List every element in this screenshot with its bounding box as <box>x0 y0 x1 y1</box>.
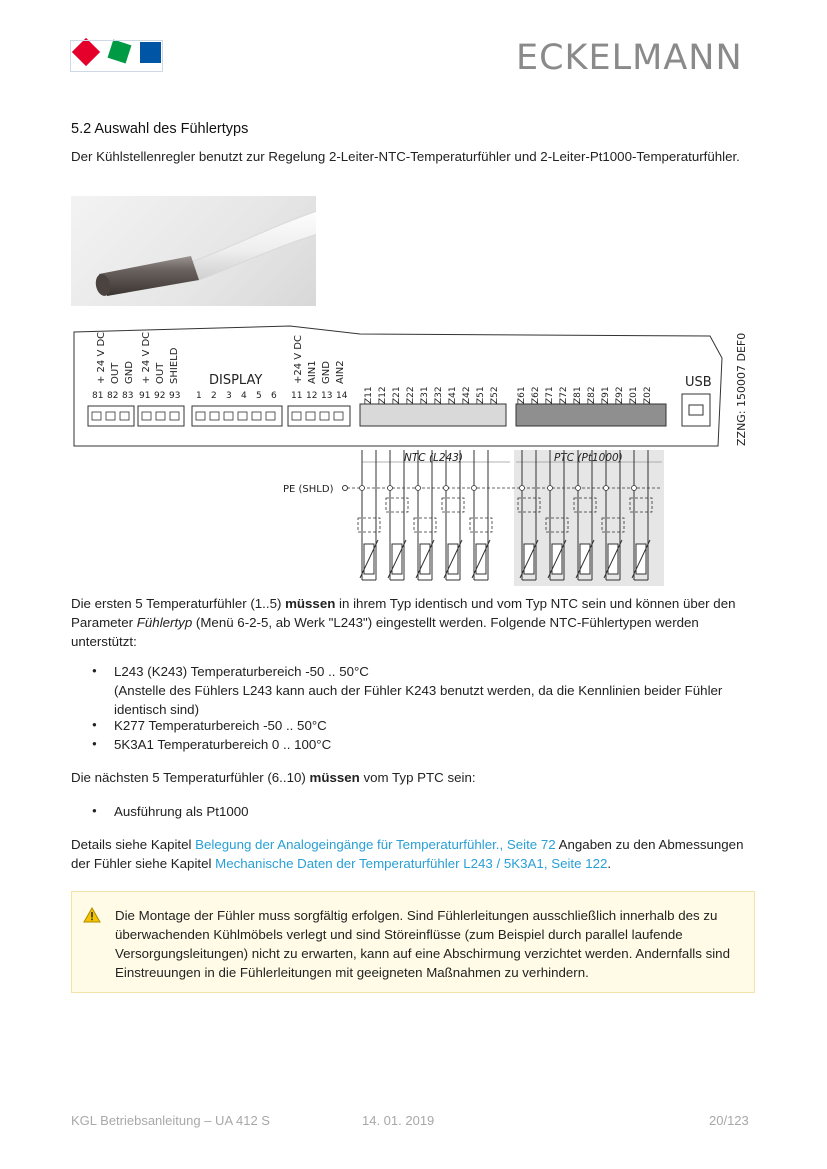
terminal-82: 82 <box>107 391 119 401</box>
label-usb: USB <box>685 375 712 390</box>
bullet-icon: ● <box>92 806 97 815</box>
brand-name: ECKELMANN <box>516 38 743 78</box>
list-item: L243 (K243) Temperaturbereich -50 .. 50°C <box>114 664 369 679</box>
label-gnd-1: GND <box>124 361 135 384</box>
label-24vdc-1: + 24 V DC <box>96 331 107 384</box>
terminal-91: 91 <box>139 391 151 401</box>
terminal-z71: Z71 <box>545 386 555 404</box>
terminal-93: 93 <box>169 391 181 401</box>
terminal-z41: Z41 <box>448 386 458 404</box>
warning-box <box>71 891 755 993</box>
label-ptc: PTC (Pt1000) <box>554 452 623 464</box>
terminal-83: 83 <box>122 391 134 401</box>
bullet-icon: ● <box>92 666 97 675</box>
ntc-paragraph-text-2: in ihrem Typ identisch und vom Typ NTC sein und können über den Parameter <box>71 596 736 630</box>
label-ntc: NTC (L243) <box>404 452 464 464</box>
ntc-paragraph-emphasis: müssen <box>285 596 336 611</box>
terminal-d6: 6 <box>271 391 277 401</box>
terminal-d1: 1 <box>196 391 202 401</box>
warning-icon <box>83 907 101 923</box>
footer-page: 20/123 <box>709 1113 749 1128</box>
details-paragraph <box>71 835 761 873</box>
terminal-11: 11 <box>291 391 303 401</box>
terminal-d3: 3 <box>226 391 232 401</box>
link-mechanical-data[interactable]: Mechanische Daten der Temperaturfühler L243 / 5K3A1, Seite 122 <box>215 856 608 871</box>
ntc-paragraph-text-3: (Menü 6-2-5, ab Werk "L243") eingestellt werden. Folgende NTC-Fühlertypen werden unterstützt: <box>71 615 699 649</box>
terminal-z01: Z01 <box>629 386 639 404</box>
terminal-d4: 4 <box>241 391 247 401</box>
terminal-z62: Z62 <box>531 386 541 404</box>
section-title: 5.2 Auswahl des Fühlertyps <box>71 121 249 137</box>
parameter-name: Fühlertyp <box>136 615 193 630</box>
details-text-2: Angaben zu den Abmessungen der Fühler siehe Kapitel <box>71 837 744 871</box>
list-item: Ausführung als Pt1000 <box>114 804 249 819</box>
terminal-z91: Z91 <box>601 386 611 404</box>
terminal-z52: Z52 <box>490 386 500 404</box>
terminal-z51: Z51 <box>476 386 486 404</box>
details-text-1: Details siehe Kapitel <box>71 837 196 852</box>
logo-frame <box>70 40 163 72</box>
label-shield: SHIELD <box>169 347 180 384</box>
terminal-12: 12 <box>306 391 318 401</box>
terminal-13: 13 <box>321 391 333 401</box>
terminal-d5: 5 <box>256 391 262 401</box>
warning-text: Die Montage der Fühler muss sorgfältig erfolgen. Sind Fühlerleitungen ausschließlich innerhalb des zu überwachenden Kühlmöbels verlegt und sind Störeinflüsse (zum Beispiel durch parallel laufende Versorgungsleitungen) nicht zu erwarten, kann auf eine Abschirmung verzichtet werden. Andernfalls sind Einstreuungen in die Fühlerleitungen mit geeigneten Maßnahmen zu verhindern. <box>115 908 730 980</box>
terminal-d2: 2 <box>211 391 217 401</box>
terminal-z92: Z92 <box>615 386 625 404</box>
terminal-z42: Z42 <box>462 386 472 404</box>
footer-title: KGL Betriebsanleitung – UA 412 S <box>71 1113 270 1128</box>
label-ain-24vdc: +24 V DC <box>293 335 304 384</box>
list-item: 5K3A1 Temperaturbereich 0 .. 100°C <box>114 737 332 752</box>
label-out-1: OUT <box>110 362 121 384</box>
ptc-paragraph-text-1: Die nächsten 5 Temperaturfühler (6..10) <box>71 770 310 785</box>
terminal-z32: Z32 <box>434 386 444 404</box>
terminal-z12: Z12 <box>378 386 388 404</box>
terminal-z61: Z61 <box>517 386 527 404</box>
ptc-paragraph-emphasis: müssen <box>309 770 360 785</box>
intro-paragraph: Der Kühlstellenregler benutzt zur Regelung 2-Leiter-NTC-Temperaturfühler und 2-Leiter-Pt1000-Temperaturfühler. <box>71 149 740 164</box>
ntc-paragraph <box>71 594 761 651</box>
terminal-z31: Z31 <box>420 386 430 404</box>
ptc-paragraph-text-2: vom Typ PTC sein: <box>359 770 476 785</box>
terminal-81: 81 <box>92 391 104 401</box>
terminal-z21: Z21 <box>392 386 402 404</box>
bullet-icon: ● <box>92 739 97 748</box>
terminal-diagram <box>70 322 760 590</box>
terminal-z02: Z02 <box>643 386 653 404</box>
label-ain-gnd: GND <box>321 361 332 384</box>
terminal-z11: Z11 <box>364 386 374 404</box>
label-display: DISPLAY <box>209 373 263 388</box>
terminal-z81: Z81 <box>573 386 583 404</box>
label-24vdc-2: + 24 V DC <box>141 331 152 384</box>
terminal-z72: Z72 <box>559 386 569 404</box>
label-pe-shld: PE (SHLD) <box>283 484 334 495</box>
label-ain1: AIN1 <box>307 360 318 384</box>
terminal-z22: Z22 <box>406 386 416 404</box>
label-ain2: AIN2 <box>335 360 346 384</box>
terminal-14: 14 <box>336 391 348 401</box>
terminal-92: 92 <box>154 391 166 401</box>
label-side-code: ZZNG: 150007 DEF0 <box>735 332 748 446</box>
list-item-note: (Anstelle des Fühlers L243 kann auch der Fühler K243 benutzt werden, da die Kennlinien beider Fühler identisch sind) <box>114 683 723 717</box>
list-item: K277 Temperaturbereich -50 .. 50°C <box>114 718 327 733</box>
sensor-photo <box>71 196 316 306</box>
details-text-3: . <box>607 856 612 871</box>
ptc-paragraph <box>71 768 761 787</box>
ntc-paragraph-text-1: Die ersten 5 Temperaturfühler (1..5) <box>71 596 286 611</box>
footer-date: 14. 01. 2019 <box>362 1113 435 1128</box>
terminal-z82: Z82 <box>587 386 597 404</box>
bullet-icon: ● <box>92 720 97 729</box>
label-out-2: OUT <box>155 362 166 384</box>
link-analog-inputs[interactable]: Belegung der Analogeingänge für Temperaturfühler., Seite 72 <box>195 837 556 852</box>
